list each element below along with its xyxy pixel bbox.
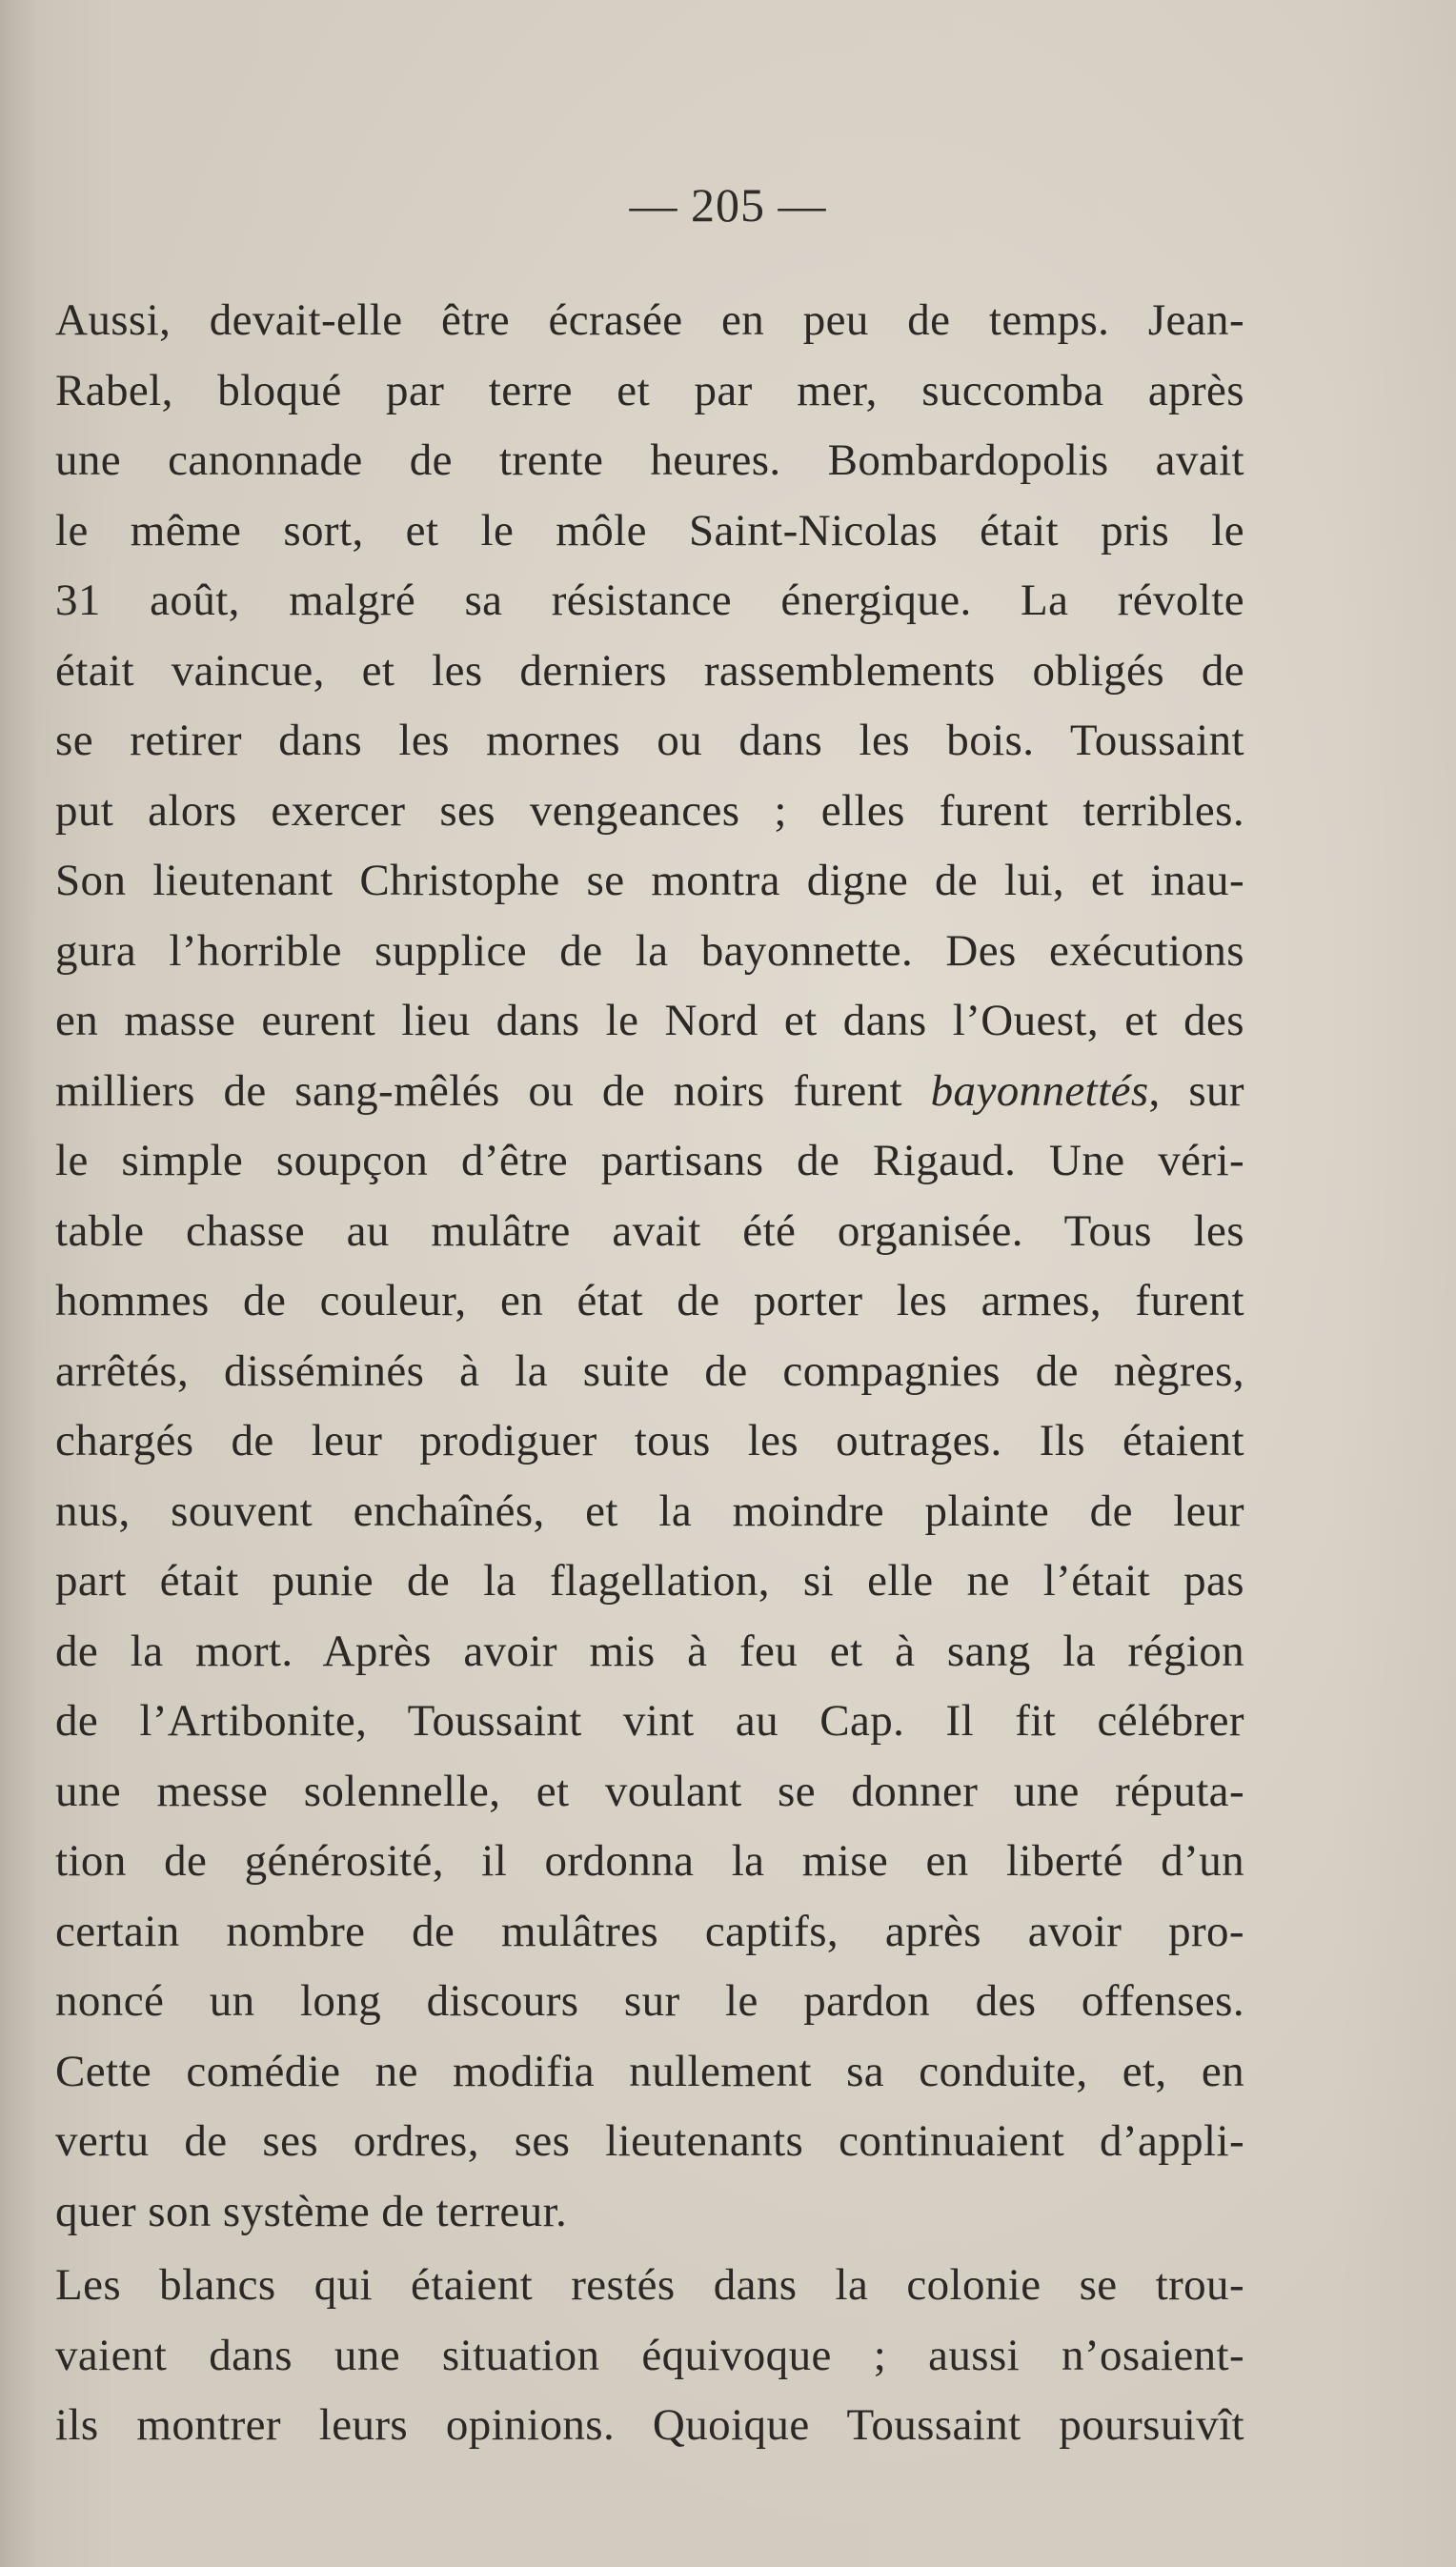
- paragraph-2: [55, 2251, 1244, 2461]
- text-line: était vaincue, et les derniers rassemblements obligés de: [55, 645, 1244, 696]
- text-line: en masse eurent lieu dans le Nord et dans l’Ouest, et des: [55, 996, 1244, 1045]
- text-line: nus, souvent enchaînés, et la moindre plainte de leur: [55, 1486, 1244, 1536]
- text-line: Son lieutenant Christophe se montra digne de lui, et inau-: [55, 856, 1244, 905]
- text-line: arrêtés, disséminés à la suite de compagnies de nègres,: [55, 1345, 1244, 1396]
- text-line: de la mort. Après avoir mis à feu et à sang la région: [55, 1626, 1244, 1676]
- text-segment: , sur: [1148, 1065, 1244, 1116]
- text-line: part était punie de la flagellation, si elle ne l’était pas: [55, 1556, 1244, 1606]
- text-segment: milliers de sang-mêlés ou de noirs furent: [55, 1065, 931, 1116]
- text-line-with-italic: [55, 1057, 1244, 1127]
- page-number: — 205 —: [629, 178, 827, 232]
- text-line: quer son système de terreur.: [55, 2186, 568, 2236]
- text-line: 31 août, malgré sa résistance énergique. La révolte: [55, 576, 1244, 625]
- text-line: hommes de couleur, en état de porter les armes, furent: [55, 1276, 1244, 1325]
- paragraph-1: [55, 286, 1244, 2247]
- italic-word: bayonnettés: [930, 1065, 1149, 1116]
- text-line: de l’Artibonite, Toussaint vint au Cap. Il fit célébrer: [55, 1696, 1244, 1746]
- text-line: une canonnade de trente heures. Bombardopolis avait: [55, 435, 1244, 485]
- text-line: vertu de ses ordres, ses lieutenants continuaient d’appli-: [55, 2116, 1244, 2166]
- text-line: chargés de leur prodiguer tous les outrages. Ils étaient: [55, 1416, 1244, 1465]
- text-line: ils montrer leurs opinions. Quoique Toussaint poursuivît: [55, 2400, 1244, 2450]
- text-line: Cette comédie ne modifia nullement sa conduite, et, en: [55, 2046, 1244, 2096]
- body-text: [55, 286, 1244, 2461]
- text-line: put alors exercer ses vengeances ; elles furent terribles.: [55, 785, 1244, 836]
- text-line: gura l’horrible supplice de la bayonnette. Des exécutions: [55, 925, 1244, 976]
- text-line: le simple soupçon d’être partisans de Rigaud. Une véri-: [55, 1136, 1244, 1185]
- text-line: tion de générosité, il ordonna la mise en liberté d’un: [55, 1836, 1244, 1886]
- text-line: Les blancs qui étaient restés dans la colonie se trou-: [55, 2260, 1244, 2310]
- text-line: le même sort, et le môle Saint-Nicolas était pris le: [55, 505, 1244, 556]
- text-line: noncé un long discours sur le pardon des offenses.: [55, 1976, 1244, 2026]
- text-line: une messe solennelle, et voulant se donner une réputa-: [55, 1766, 1244, 1816]
- text-line: se retirer dans les mornes ou dans les bois. Toussaint: [55, 716, 1244, 765]
- text-line: vaient dans une situation équivoque ; aussi n’osaient-: [55, 2330, 1244, 2380]
- text-line: certain nombre de mulâtres captifs, après avoir pro-: [55, 1906, 1244, 1956]
- text-line: Aussi, devait-elle être écrasée en peu de temps. Jean-: [55, 295, 1244, 345]
- text-line: table chasse au mulâtre avait été organisée. Tous les: [55, 1205, 1244, 1256]
- text-line: Rabel, bloqué par terre et par mer, succomba après: [55, 365, 1244, 415]
